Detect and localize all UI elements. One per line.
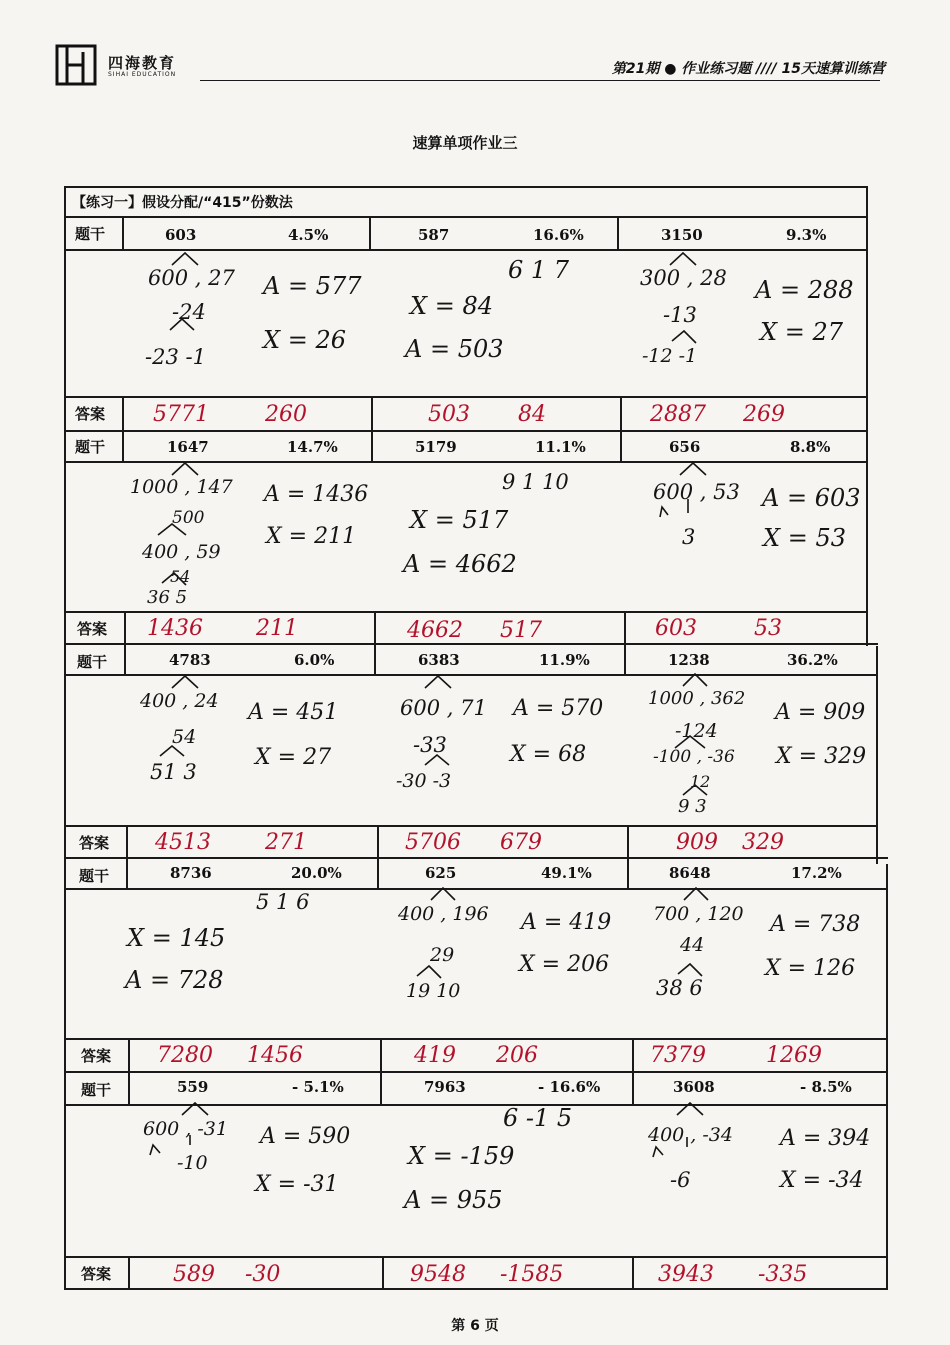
work-line: A = 577 (263, 272, 362, 300)
header-title: 第21期 ● 作业练习题 //// 15天速算训练营 (611, 61, 885, 77)
work-line: A = 603 (762, 484, 861, 512)
work-line: A = 288 (755, 276, 854, 304)
answer-value: 329 (742, 830, 784, 855)
answer-value: -30 (245, 1262, 281, 1287)
answer-label: 答案 (77, 620, 108, 638)
answer-label: 答案 (81, 1265, 112, 1283)
given-number: 587 (418, 226, 450, 244)
answer-value: 206 (496, 1043, 538, 1068)
work-line: X = 126 (765, 956, 856, 981)
answer-value: 211 (256, 616, 298, 641)
sihai-logo-icon (55, 44, 97, 86)
work-line: A = 728 (125, 966, 224, 994)
given-number: 603 (165, 226, 197, 244)
answer-value: -335 (758, 1262, 808, 1287)
work-line: 38 6 (656, 976, 703, 1000)
work-line: X = 211 (266, 524, 357, 549)
answer-value: 269 (743, 402, 785, 427)
work-line: 600 , 53 (653, 480, 740, 504)
answer-value: 2887 (650, 402, 706, 427)
section-title: 【练习一】假设分配/“415”份数法 (72, 195, 293, 211)
answer-value: 603 (655, 616, 697, 641)
given-percent: 16.6% (533, 226, 584, 244)
stem-label: 题干 (79, 867, 110, 885)
answer-value: 4513 (155, 830, 211, 855)
given-number: 8648 (669, 864, 711, 882)
work-line: 5 1 6 (256, 890, 310, 914)
answer-value: 909 (676, 830, 718, 855)
work-line: A = 909 (775, 700, 866, 725)
work-line: 1000 , 362 (648, 688, 746, 709)
work-line: X = -159 (408, 1142, 515, 1170)
answer-label: 答案 (79, 834, 110, 852)
answer-value: 1436 (147, 616, 203, 641)
stem-label: 题干 (75, 225, 106, 243)
work-line: A = 394 (780, 1126, 871, 1151)
answer-label: 答案 (81, 1047, 112, 1065)
work-line: -23 -1 (145, 345, 206, 369)
work-line: A = 4662 (403, 550, 517, 578)
answer-value: 84 (518, 402, 546, 427)
brand-name: 四海教育 (108, 54, 177, 72)
given-number: 8736 (170, 864, 212, 882)
work-line: A = 419 (521, 910, 612, 935)
work-line: A = 1436 (264, 482, 369, 507)
work-line: 3 (682, 525, 696, 549)
answer-value: -1585 (500, 1262, 564, 1287)
work-line: 600 , 71 (400, 696, 487, 720)
given-percent: 36.2% (787, 651, 838, 669)
given-percent: - 8.5% (800, 1078, 852, 1096)
work-line: X = -34 (780, 1168, 864, 1193)
answer-value: 53 (754, 616, 782, 641)
answer-value: 5706 (405, 830, 461, 855)
answer-value: 9548 (410, 1262, 466, 1287)
given-percent: - 16.6% (538, 1078, 601, 1096)
answer-value: 517 (500, 618, 542, 643)
work-line: -124 (675, 720, 718, 742)
answer-value: 589 (173, 1262, 215, 1287)
work-line: X = 329 (776, 744, 867, 769)
work-line: 9 3 (678, 796, 707, 817)
given-number: 625 (425, 864, 457, 882)
work-line: X = 206 (519, 952, 610, 977)
work-line: 1000 , 147 (130, 476, 233, 498)
given-number: 6383 (418, 651, 460, 669)
brand-subtitle: SIHAI EDUCATION (108, 71, 177, 78)
work-line: 44 (680, 934, 705, 956)
answer-value: 7280 (157, 1043, 213, 1068)
answer-value: 5771 (153, 402, 209, 427)
answer-value: 3943 (658, 1262, 714, 1287)
given-percent: 17.2% (791, 864, 842, 882)
given-number: 7963 (424, 1078, 466, 1096)
work-line: A = 590 (260, 1124, 351, 1149)
work-line: 700 , 120 (653, 903, 744, 925)
work-line: 500 (172, 508, 205, 528)
answer-value: 419 (414, 1043, 456, 1068)
given-percent: 14.7% (287, 438, 338, 456)
work-line: A = 570 (513, 696, 604, 721)
given-percent: 9.3% (786, 226, 827, 244)
work-line: 400 , 24 (140, 690, 219, 712)
given-percent: 6.0% (294, 651, 335, 669)
work-line: A = 451 (248, 700, 339, 725)
work-line: 300 , 28 (640, 266, 727, 290)
work-line: 6 1 7 (508, 256, 570, 284)
given-percent: 4.5% (288, 226, 329, 244)
work-line: 400 , 196 (398, 903, 489, 925)
work-line: 54 (172, 726, 197, 748)
given-number: 4783 (169, 651, 211, 669)
work-line: 600 , 27 (148, 266, 235, 290)
work-line: A = 738 (770, 912, 861, 937)
answer-value: 260 (265, 402, 307, 427)
given-number: 656 (669, 438, 701, 456)
work-line: -24 (172, 300, 206, 324)
given-number: 1238 (668, 651, 710, 669)
answer-value: 4662 (407, 618, 463, 643)
work-line: X = 53 (763, 524, 846, 552)
work-line: -30 -3 (396, 770, 452, 792)
given-percent: 8.8% (790, 438, 831, 456)
given-percent: 11.1% (535, 438, 586, 456)
work-line: 400 , -34 (648, 1124, 733, 1146)
work-line: X = 68 (510, 742, 587, 767)
given-percent: 20.0% (291, 864, 342, 882)
work-line: 9 1 10 (502, 470, 569, 494)
answer-value: 1269 (766, 1043, 822, 1068)
stem-label: 题干 (81, 1081, 112, 1099)
work-line: 36 5 (147, 587, 188, 608)
work-line: -33 (413, 733, 447, 757)
work-line: A = 955 (404, 1186, 503, 1214)
work-line: -6 (670, 1168, 691, 1192)
answer-value: 271 (265, 830, 307, 855)
work-line: -10 (177, 1152, 208, 1174)
given-number: 3608 (673, 1078, 715, 1096)
work-line: X = 84 (410, 292, 493, 320)
work-line: 400 , 59 (142, 541, 221, 563)
work-line: X = 145 (127, 924, 226, 952)
stem-label: 题干 (77, 653, 108, 671)
work-line: A = 503 (405, 335, 504, 363)
stem-label: 题干 (75, 438, 106, 456)
work-line: -12 -1 (642, 345, 698, 367)
answer-value: 1456 (247, 1043, 303, 1068)
split-tree-diagram (140, 1095, 250, 1195)
answer-value: 7379 (650, 1043, 706, 1068)
answer-value: 503 (428, 402, 470, 427)
work-line: -100 , -36 (653, 747, 735, 767)
given-percent: 49.1% (541, 864, 592, 882)
work-line: -13 (663, 303, 697, 327)
given-number: 559 (177, 1078, 209, 1096)
given-number: 5179 (415, 438, 457, 456)
answer-value: 679 (500, 830, 542, 855)
given-percent: 11.9% (539, 651, 590, 669)
work-line: 29 (430, 944, 455, 966)
given-percent: - 5.1% (292, 1078, 344, 1096)
split-tree-diagram (650, 455, 750, 555)
work-line: X = 517 (410, 506, 509, 534)
work-line: 600 , -31 (143, 1118, 228, 1140)
work-line: 6 -1 5 (503, 1104, 573, 1132)
given-number: 3150 (661, 226, 703, 244)
work-line: 51 3 (150, 760, 197, 784)
page-title: 速算单项作业三 (412, 134, 518, 152)
work-line: X = 27 (760, 318, 843, 346)
given-number: 1647 (167, 438, 209, 456)
work-line: 12 (690, 772, 711, 791)
header-divider (200, 80, 880, 81)
work-line: X = 26 (263, 326, 346, 354)
work-line: X = 27 (255, 745, 332, 770)
work-line: 54 (170, 567, 191, 586)
work-line: X = -31 (255, 1172, 339, 1197)
work-line: 19 10 (406, 980, 461, 1002)
answer-label: 答案 (75, 405, 106, 423)
page-number: 第 6 页 (451, 1318, 499, 1334)
